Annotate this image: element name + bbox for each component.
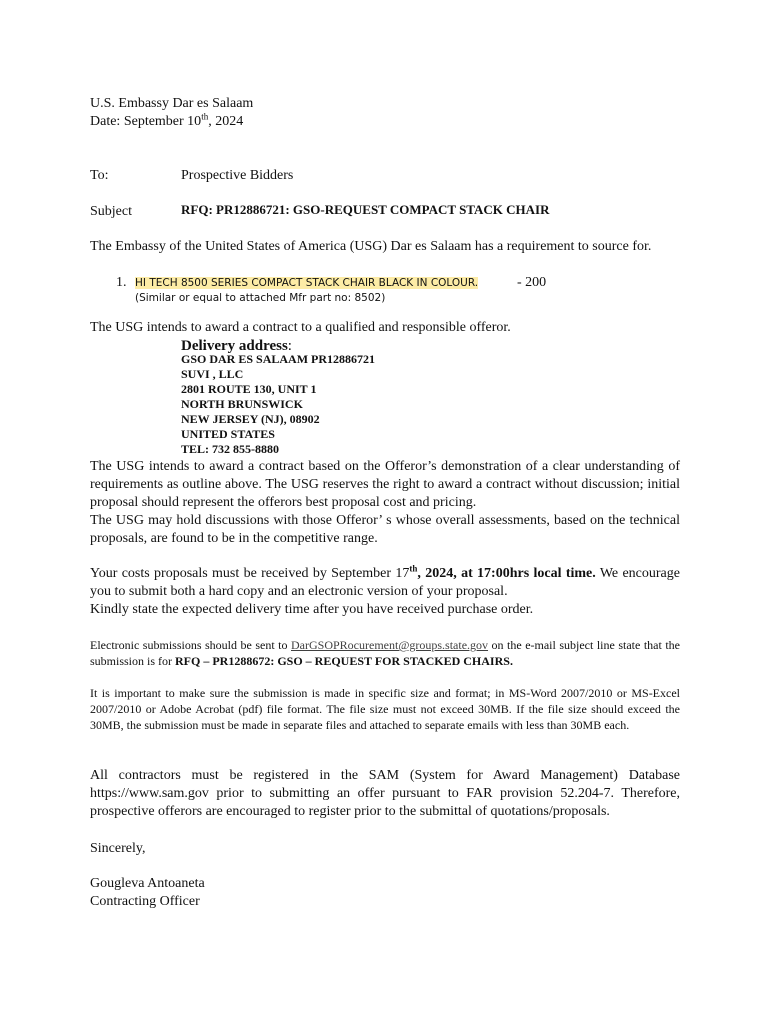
deadline-paragraph: Your costs proposals must be received by September 17th, 2024, at 17:00hrs local time. We encourage you to submit both a hard copy and an electronic version of your proposal. (90, 563, 680, 599)
sam-paragraph: All contractors must be registered in the SAM (System for Award Management) Database https://www.sam.gov prior to submitting an offer pursuant to FAR provision 52.204-7. Therefore, prospective offerors are encouraged to register prior to the submittal of quotations/proposals. (90, 768, 680, 819)
item-number: 1. (116, 275, 127, 290)
item-quantity: - 200 (517, 275, 547, 290)
sender-line: U.S. Embassy Dar es Salaam (90, 96, 254, 111)
intro-paragraph: The Embassy of the United States of America (USG) Dar es Salaam has a requirement to source for. (90, 239, 652, 254)
item-description: HI TECH 8500 SERIES COMPACT STACK CHAIR BLACK IN COLOUR. (135, 277, 479, 289)
signatory-name: Gougleva Antoaneta (90, 876, 205, 891)
address-line-5: NEW JERSEY (NJ), 08902 (181, 412, 320, 426)
address-line-7: TEL: 732 855-8880 (181, 442, 280, 456)
delivery-time-line: Kindly state the expected delivery time after you have received purchase order. (90, 602, 534, 617)
to-label: To: (90, 168, 109, 183)
item-note: (Similar or equal to attached Mfr part no: 8502) (135, 292, 386, 304)
format-paragraph: It is important to make sure the submission is made in specific size and format; in MS-Word 2007/2010 or MS-Excel 2007/2010 or Adobe Acrobat (pdf) file format. The file size must not exceed 30MB. If the file size should exceed the 30MB, the submission must be made in separate files and attached to separate emails with less than 30MB each. (90, 686, 680, 732)
award-intent: The USG intends to award a contract to a qualified and responsible offeror. (90, 320, 511, 335)
electronic-submission-paragraph: Electronic submissions should be sent to DarGSOPRocurement@groups.state.gov on the e-mail subject line state that the submission is for RFQ – PR1288672: GSO – REQUEST FOR STACKED CHAIRS. (90, 638, 680, 668)
subject-value: RFQ: PR12886721: GSO-REQUEST COMPACT STACK CHAIR (181, 202, 550, 217)
date-line: Date: September 10th, 2024 (90, 111, 244, 129)
address-line-1: GSO DAR ES SALAAM PR12886721 (181, 352, 376, 366)
discussions-paragraph: The USG may hold discussions with those Offeror’ s whose overall assessments, based on the technical proposals, are found to be in the competitive range. (90, 513, 680, 546)
address-line-4: NORTH BRUNSWICK (181, 397, 303, 411)
delivery-label: Delivery address: (181, 338, 292, 354)
address-line-3: 2801 ROUTE 130, UNIT 1 (181, 382, 317, 396)
award-basis-paragraph: The USG intends to award a contract based on the Offeror’s demonstration of a clear understanding of requirements as outline above. The USG reserves the right to award a contract without discussion; initial proposal should represent the offerors best proposal cost and pricing. (90, 459, 680, 510)
to-value: Prospective Bidders (181, 168, 294, 183)
signatory-title: Contracting Officer (90, 894, 200, 909)
email-link[interactable]: DarGSOPRocurement@groups.state.gov (291, 638, 489, 652)
address-line-2: SUVI , LLC (181, 367, 244, 381)
subject-label: Subject (90, 204, 132, 219)
address-line-6: UNITED STATES (181, 427, 275, 441)
salutation: Sincerely, (90, 841, 146, 856)
